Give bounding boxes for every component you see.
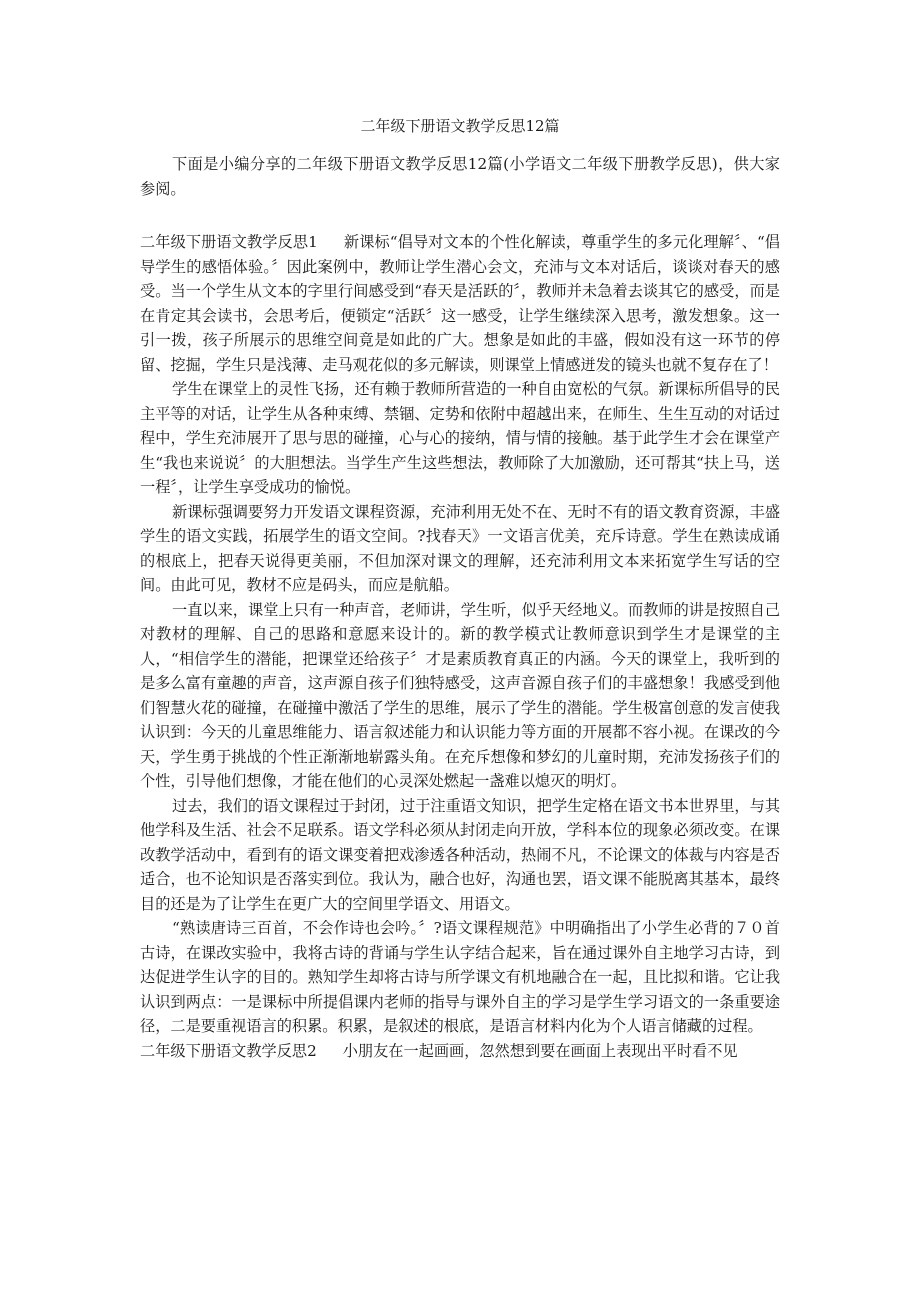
body-paragraph — [140, 1039, 780, 1064]
intro-paragraph: 下面是小编分享的二年级下册语文教学反思12篇(小学语文二年级下册教学反思)，供大家参阅。 — [140, 155, 780, 198]
section-heading-2: 二年级下册语文教学反思2 — [140, 1041, 317, 1060]
body-paragraph — [140, 230, 780, 377]
body-paragraph: 新课标强调要努力开发语文课程资源，充沛利用无处不在、无时不有的语文教育资源，丰盛学生的语文实践，拓展学生的语文空间。?找春天》一文语言优美，充斥诗意。学生在熟读成诵的根底上，把春天说得更美丽，不但加深对课文的理解，还充沛利用文本来拓宽学生写话的空间。由此可见，教材不应是码头，而应是航船。 — [140, 502, 780, 594]
body-paragraph: “熟读唐诗三百首，不会作诗也会吟。〞?语文课程规范》中明确指出了小学生必背的７０首古诗，在课改实验中，我将古诗的背诵与学生认字结合起来，旨在通过课外自主地学习古诗，到达促进学生认字的目的。熟知学生却将古诗与所学课文有机地融合在一起，且比拟和谐。它让我认识到两点：一是课标中所提倡课内老师的指导与课外自主的学习是学生学习语文的一条重要途径，二是要重视语言的积累。积累，是叙述的根底，是语言材料内化为个人语言储藏的过程。 — [140, 919, 780, 1035]
page-title: 二年级下册语文教学反思12篇 — [360, 117, 560, 135]
document-body — [140, 230, 780, 1063]
document-page — [140, 0, 780, 1302]
section-heading-1: 二年级下册语文教学反思1 — [140, 233, 318, 251]
paragraph-text: 新课标“倡导对文本的个性化解读，尊重学生的多元化理解〞、“倡导学生的感悟体验。〞因此案例中，教师让学生潜心会文，充沛与文本对话后，谈谈对春天的感受。当一个学生从文本的字里行间感受到“春天是活跃的〞，教师并未急着去谈其它的感受，而是在肯定其会读书，会思考后，便锁定“活跃〞这一感受，让学生继续深入思考，激发想象。这一引一拨，孩子所展示的思维空间竟是如此的广大。想象是如此的丰盛，假如没有这一环节的停留、挖掘，学生只是浅薄、走马观花似的多元解读，则课堂上情感迸发的镜头也就不复存在了！ — [140, 233, 780, 374]
body-paragraph: 一直以来，课堂上只有一种声音，老师讲，学生听，似乎天经地义。而教师的讲是按照自己对教材的理解、自己的思路和意愿来设计的。新的教学模式让教师意识到学生才是课堂的主人，“相信学生的潜能，把课堂还给孩子〞才是素质教育真正的内涵。今天的课堂上，我听到的是多么富有童趣的声音，这声源自孩子们独特感受，这声音源自孩子们的丰盛想象！我感受到他们智慧火花的碰撞，在碰撞中激活了学生的思维，展示了学生的潜能。学生极富创意的发言使我认识到：今天的儿童思维能力、语言叙述能力和认识能力等方面的开展都不容小视。在课改的今天，学生勇于挑战的个性正渐渐地崭露头角。在充斥想像和梦幻的儿童时期，充沛发扬孩子们的个性，引导他们想像，才能在他们的心灵深处燃起一盏难以熄灭的明灯。 — [140, 600, 780, 790]
paragraph-text: 小朋友在一起画画，忽然想到要在画面上表现出平时看不见 — [342, 1041, 738, 1060]
body-paragraph: 过去，我们的语文课程过于封闭，过于注重语文知识，把学生定格在语文书本世界里，与其他学科及生活、社会不足联系。语文学科必须从封闭走向开放，学科本位的现象必须改变。在课改教学活动中，看到有的语文课变着把戏渗透各种活动，热闹不凡，不论课文的体裁与内容是否适合，也不论知识是否落实到位。我认为，融合也好，沟通也罢，语文课不能脱离其基本，最终目的还是为了让学生在更广大的空间里学语文、用语文。 — [140, 796, 780, 913]
body-paragraph: 学生在课堂上的灵性飞扬，还有赖于教师所营造的一种自由宽松的气氛。新课标所倡导的民主平等的对话，让学生从各种束缚、禁锢、定势和依附中超越出来，在师生、生生互动的对话过程中，学生充沛展开了思与思的碰撞，心与心的接纳，情与情的接触。基于此学生才会在课堂产生“我也来说说〞的大胆想法。当学生产生这些想法，教师除了大加激励，还可帮其“扶上马，送一程〞，让学生享受成功的愉悦。 — [140, 380, 780, 496]
